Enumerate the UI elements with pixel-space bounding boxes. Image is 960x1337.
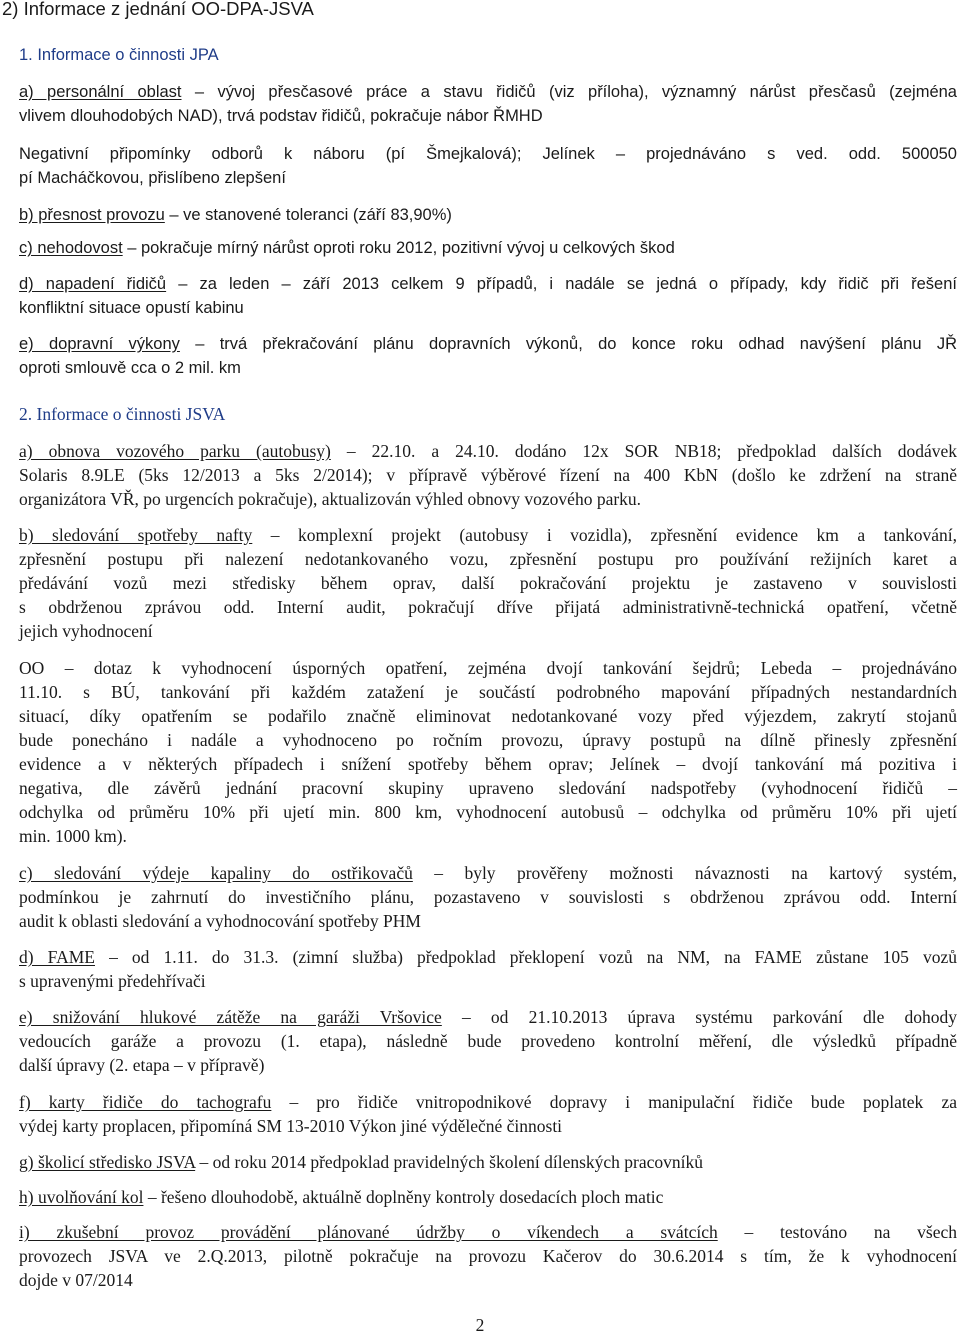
jpa-item-b-text: – ve stanovené toleranci (září 83,90%) <box>164 206 452 224</box>
jpa-item-d-text: – za leden – září 2013 celkem 9 případů, i nadále se jedná o případy, kdy řidič při řešení <box>166 275 957 293</box>
jsva-item-c-line2: podmínkou je zahrnutí do investičního plánu, pozastaveno v souvislosti s obdrženou zprávou odd. Interní <box>19 887 957 907</box>
jpa-negative-line1: Negativní připomínky odborů k náboru (pí Šmejkalová); Jelínek – projednáváno s ved. odd. 500050 <box>19 145 957 163</box>
jsva-oo-line3: situací, díky opatřením se podařilo značně eliminovat nedotankované vozy před výjezdem, zakrytí stojanů <box>19 706 957 726</box>
jsva-item-f-label: f) karty řidiče do tachografu <box>19 1092 272 1112</box>
jsva-item-b-text: – komplexní projekt (autobusy i vozidla), zpřesnění evidence km a tankování, <box>252 525 957 545</box>
jsva-item-i-line3: dojde v 07/2014 <box>19 1270 133 1290</box>
jsva-item-c-label: c) sledování výdeje kapaliny do ostřikovačů <box>19 863 413 883</box>
jpa-item-e <box>19 332 957 356</box>
jpa-item-a-label: a) personální oblast <box>19 83 182 101</box>
jsva-item-a-label: a) obnova vozového parku (autobusy) <box>19 441 331 461</box>
jsva-item-d-text: – od 1.11. do 31.3. (zimní služba) předpoklad překlopení vozů na NM, na FAME zůstane 105 vozů <box>94 947 957 967</box>
jsva-item-b-line4: s obdrženou zprávou odd. Interní audit, pokračují dříve přijatá administrativně-technická opatření, včetně <box>19 597 957 617</box>
jsva-item-e-line2: vedoucích garáže a provozu (1. etapa), následně bude provedeno kontrolní měření, dle výsledků případně <box>19 1031 957 1051</box>
jsva-item-a-text: – 22.10. a 24.10. dodáno 12x SOR NB18; předpoklad dalších dodávek <box>330 441 957 461</box>
jpa-item-a-text: – vývoj přesčasové práce a stavu řidičů (viz příloha), významný nárůst přesčasů (zejména <box>181 83 957 101</box>
jsva-item-f-text: – pro řidiče vnitropodnikové dopravy i manipulační řidiče bude poplatek za <box>271 1092 957 1112</box>
jsva-item-e-text: – od 21.10.2013 úprava systému parkování dle dohody <box>441 1007 958 1027</box>
jsva-item-b <box>19 523 957 547</box>
jsva-item-h-label: h) uvolňování kol <box>19 1187 144 1207</box>
jsva-item-i-label: i) zkušební provoz provádění plánované údržby o víkendech a svátcích <box>19 1222 718 1242</box>
jpa-item-d-line2: konfliktní situace opustí kabinu <box>19 299 244 317</box>
jsva-oo-line7: odchylka od průměru 10% při ujetí min. 800 km, vyhodnocení autobusů – odchylka od průměru 10% při ujetí <box>19 802 957 822</box>
jsva-item-c <box>19 861 957 885</box>
jsva-item-e-line3: další úpravy (2. etapa – v přípravě) <box>19 1055 265 1075</box>
jsva-item-d-line2: s upravenými předehřívači <box>19 971 206 991</box>
jpa-item-c-text: – pokračuje mírný nárůst oproti roku 2012, pozitivní vývoj u celkových škod <box>122 239 675 257</box>
jsva-item-i <box>19 1220 957 1244</box>
jpa-item-a <box>19 80 957 104</box>
jsva-item-f <box>19 1090 957 1114</box>
jsva-item-a <box>19 439 957 463</box>
jsva-item-h-text: – řešeno dlouhodobě, aktuálně doplněny kontroly dosedacích ploch matic <box>143 1187 664 1207</box>
jsva-item-b-label: b) sledování spotřeby nafty <box>19 525 253 545</box>
jsva-item-e-label: e) snižování hlukové zátěže na garáži Vršovice <box>19 1007 442 1027</box>
jsva-item-h <box>19 1185 957 1209</box>
jpa-item-e-label: e) dopravní výkony <box>19 335 180 353</box>
jsva-item-g-text: – od roku 2014 předpoklad pravidelných školení dílenských pracovníků <box>195 1152 704 1172</box>
jsva-item-i-text: – testováno na všech <box>717 1222 957 1242</box>
jsva-item-c-text: – byly prověřeny možnosti návaznosti na kartový systém, <box>412 863 958 883</box>
jsva-item-g <box>19 1150 957 1174</box>
jpa-heading: 1. Informace o činnosti JPA <box>19 46 219 64</box>
jsva-oo-line8: min. 1000 km). <box>19 826 127 846</box>
jpa-item-a-line2: vlivem dlouhodobých NAD), trvá podstav řidičů, pokračuje nábor ŘMHD <box>19 107 543 125</box>
jsva-oo-line4: bude ponecháno i nadále a vyhodnoceno po ročním provozu, úpravy postupů na dílně přinesly zpřesnění <box>19 730 957 750</box>
jsva-heading: 2. Informace o činnosti JSVA <box>19 404 226 424</box>
section-heading: 2) Informace z jednání OO-DPA-JSVA <box>2 0 314 19</box>
jpa-item-e-line2: oproti smlouvě cca o 2 mil. km <box>19 359 241 377</box>
jsva-item-d <box>19 945 957 969</box>
jpa-item-b-label: b) přesnost provozu <box>19 206 165 224</box>
jsva-item-g-label: g) školicí středisko JSVA <box>19 1152 196 1172</box>
jpa-item-b <box>19 203 957 227</box>
jsva-oo-line2: 11.10. s BÚ, tankování při každém zatažení je součástí podrobného mapování případných nestandardních <box>19 682 957 702</box>
jsva-item-b-line5: jejich vyhodnocení <box>19 621 153 641</box>
jsva-item-e <box>19 1005 957 1029</box>
jsva-item-b-line3: předávání vozů mezi středisky během oprav, další pokračování projektu je zastaveno v souvislosti <box>19 573 957 593</box>
jsva-item-d-label: d) FAME <box>19 947 95 967</box>
jsva-item-b-line2: zpřesnění postupu při nalezení nedotankovaného vozu, zpřesnění postupu pro používání režijních karet a <box>19 549 957 569</box>
jpa-item-d <box>19 272 957 296</box>
jpa-item-d-label: d) napadení řidičů <box>19 275 167 293</box>
jpa-item-e-text: – trvá překračování plánu dopravních výkonů, do konce roku odhad navýšení plánu JŘ <box>179 335 957 353</box>
jsva-item-c-line3: audit k oblasti sledování a vyhodnocování spotřeby PHM <box>19 911 421 931</box>
jsva-oo-line6: negativa, dle závěrů jednání pracovní skupiny upraveno sledování nadspotřeby (vyhodnocení řidičů – <box>19 778 957 798</box>
jsva-item-a-line3: organizátora VŘ, po urgencích pokračuje), aktualizován výhled obnovy vozového parku. <box>19 489 642 509</box>
page-number: 2 <box>475 1315 485 1335</box>
jpa-item-c-label: c) nehodovost <box>19 239 123 257</box>
jpa-negative-line2: pí Macháčkovou, přislíbeno zlepšení <box>19 169 286 187</box>
jsva-item-f-line2: výdej karty proplacen, připomíná SM 13-2010 Výkon jiné výdělečné činnosti <box>19 1116 563 1136</box>
jsva-oo-line1: OO – dotaz k vyhodnocení úsporných opatření, zejména dvojí tankování šejdrů; Lebeda – projednáváno <box>19 658 957 678</box>
jsva-item-a-line2: Solaris 8.9LE (5ks 12/2013 a 5ks 2/2014); v přípravě výběrové řízení na 400 KbN (došlo ke zdržení na straně <box>19 465 957 485</box>
jsva-oo-line5: evidence a v některých případech i snížení spotřeby během oprav; Jelínek – dvojí tankování má pozitiva i <box>19 754 957 774</box>
jpa-item-c <box>19 236 957 260</box>
jsva-item-i-line2: provozech JSVA ve 2.Q.2013, pilotně pokračuje na provozu Kačerov do 30.6.2014 s tím, že k vyhodnocení <box>19 1246 957 1266</box>
